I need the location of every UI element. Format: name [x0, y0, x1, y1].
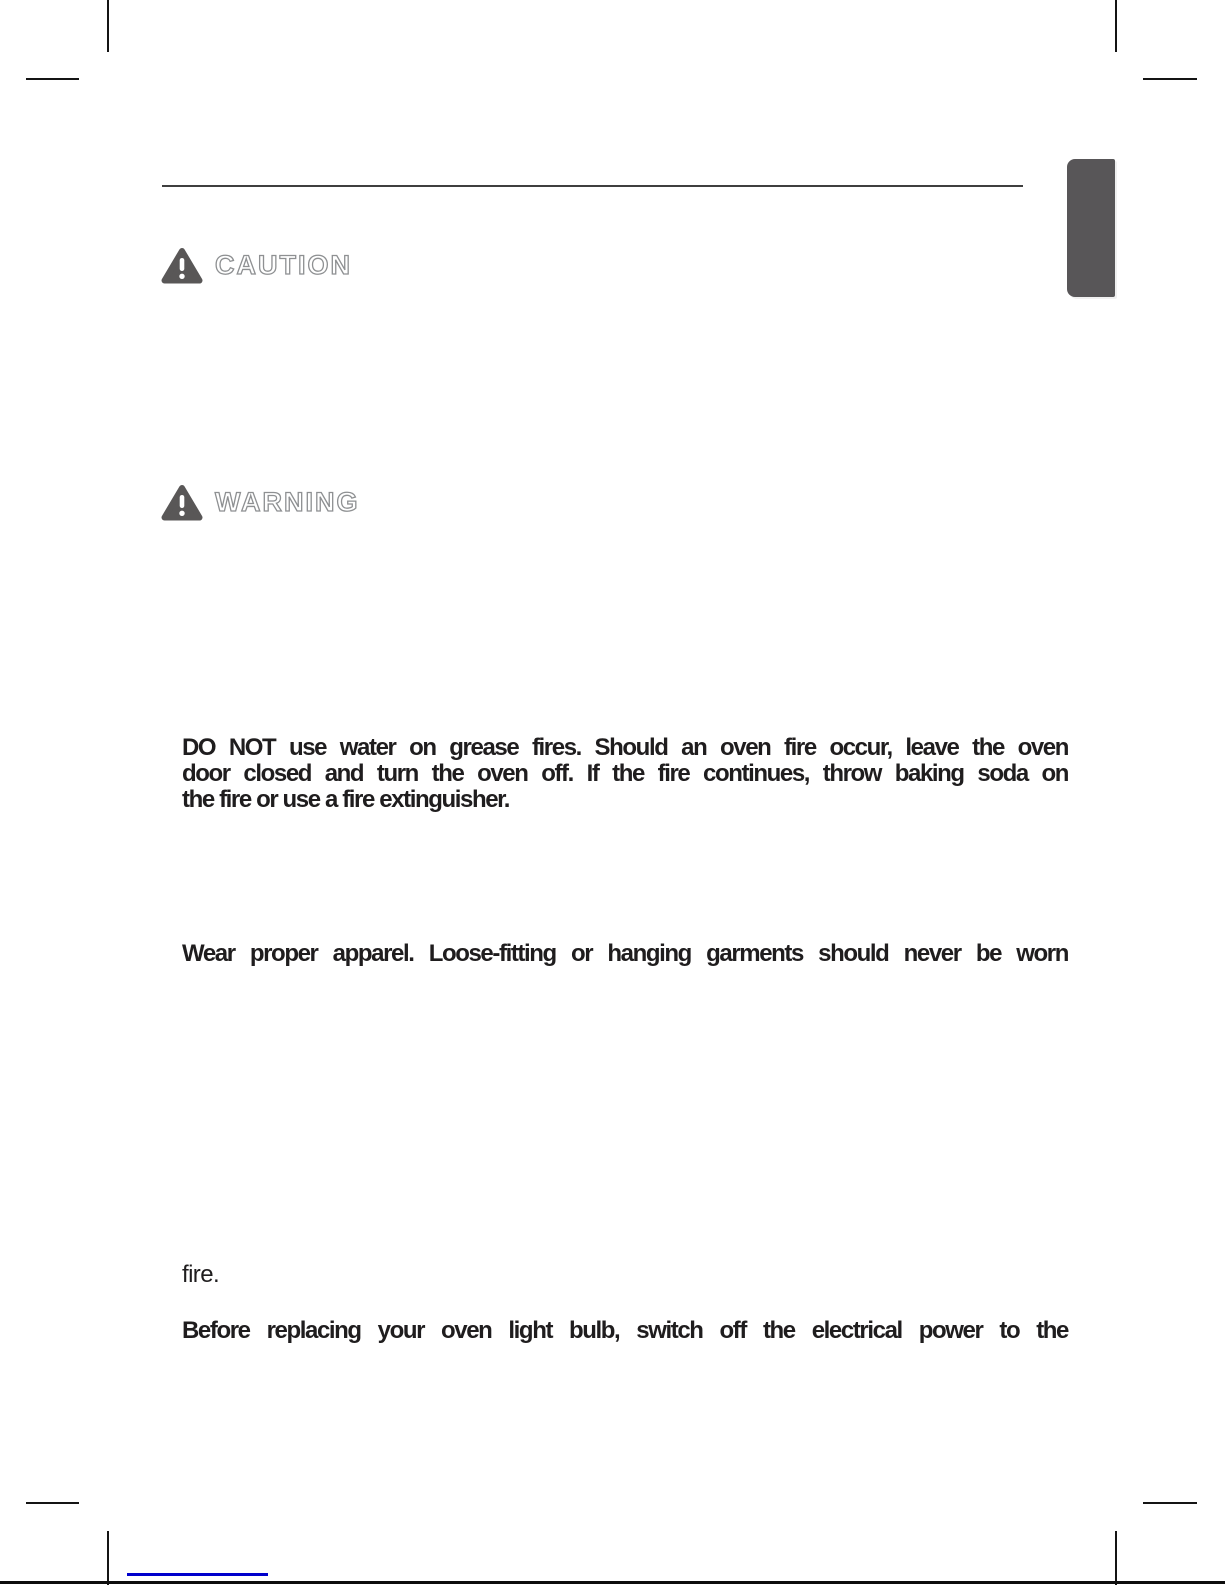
paragraph-line: Before replacing your oven light bulb, switch off the electrical power to the: [182, 1317, 1068, 1344]
footer-link-underline[interactable]: [127, 1573, 268, 1576]
light-bulb-warning-paragraph: [182, 1316, 1068, 1346]
caution-triangle-icon: [161, 247, 203, 284]
header-rule: [162, 185, 1023, 187]
crop-mark-bottom-right-vertical: [1115, 1531, 1117, 1585]
apparel-warning-paragraph: [182, 941, 1068, 967]
caution-label: CAUTION: [215, 250, 352, 280]
paragraph-line: door closed and turn the oven off. If the fire continues, throw baking soda on: [182, 760, 1068, 787]
caution-heading: [161, 246, 352, 284]
warning-label: WARNING: [215, 487, 360, 517]
crop-mark-top-left-vertical: [107, 0, 109, 52]
fire-text-fragment: [182, 1262, 1068, 1288]
crop-mark-bottom-left-horizontal: [26, 1502, 79, 1504]
crop-mark-bottom-right-horizontal: [1143, 1502, 1197, 1504]
paragraph-line: the fire or use a fire extinguisher.: [182, 786, 510, 813]
crop-mark-top-left-horizontal: [26, 78, 79, 80]
crop-mark-bottom-left-vertical: [107, 1531, 109, 1585]
crop-mark-top-right-vertical: [1115, 0, 1117, 52]
paragraph-line: DO NOT use water on grease fires. Should an oven fire occur, leave the oven: [182, 734, 1068, 761]
crop-mark-top-right-horizontal: [1143, 78, 1197, 80]
warning-triangle-icon: [161, 484, 203, 521]
section-thumb-tab: [1067, 159, 1115, 297]
warning-heading: [161, 483, 360, 521]
paragraph-line: Wear proper apparel. Loose-fitting or hanging garments should never be worn: [182, 940, 1068, 967]
grease-fire-paragraph: [182, 735, 1068, 813]
page-bottom-edge-line: [0, 1581, 1225, 1584]
paragraph-line: fire.: [182, 1261, 220, 1288]
